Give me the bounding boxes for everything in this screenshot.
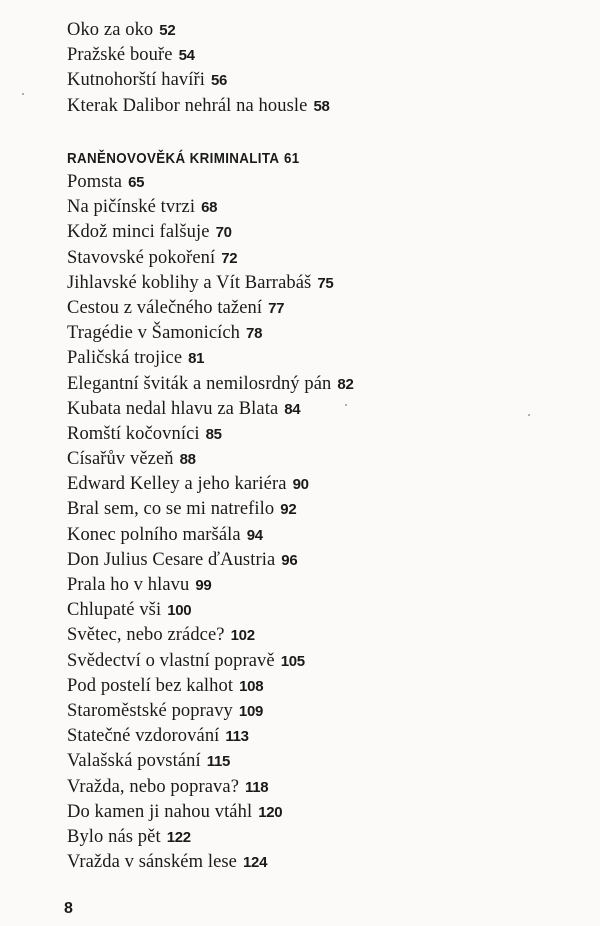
toc-entry-title: Prala ho v hlavu [67,575,190,595]
toc-entry-title: Kterak Dalibor nehrál na housle [67,95,308,116]
section-heading-page: 61 [283,151,300,167]
toc-entry [67,195,567,220]
toc-entry-title: Světec, nebo zrádce? [67,625,225,646]
toc-entry-page-number: 70 [215,224,232,242]
toc-entry-page-number: 115 [206,753,231,771]
toc-entry [67,573,567,598]
toc-entry [67,724,567,749]
toc-entry-page-number: 52 [159,22,176,39]
toc-entry-title: Valašská povstání [67,751,201,772]
toc-entry-page-number: 75 [317,274,334,292]
toc-entry-title: Edward Kelley a jeho kariéra [67,474,287,495]
toc-entry-page-number: 100 [167,602,192,620]
toc-entry-page-number: 65 [128,174,145,191]
toc-entry [67,170,567,195]
toc-entry-page-number: 77 [268,299,285,317]
toc-list-section [67,170,567,875]
toc-entry [67,220,567,245]
toc-entry-page-number: 113 [225,728,249,746]
toc-entry-title: Tragédie v Šamonicích [67,323,241,344]
toc-entry-title: Pražské bouře [67,45,173,66]
toc-entry-page-number: 54 [178,47,195,65]
toc-entry-title: Elegantní šviták a nemilosrdný pán [67,373,332,394]
toc-entry-page-number: 84 [284,400,301,418]
toc-entry [67,699,567,724]
toc-entry-title: Pomsta [67,172,123,192]
toc-entry-page-number: 85 [205,425,222,443]
toc-entry [67,18,567,43]
toc-entry-page-number: 72 [221,249,238,267]
toc-entry-page-number: 81 [188,350,205,368]
toc-entry-page-number: 96 [281,551,298,569]
toc-entry [67,523,567,548]
toc-entry-title: Svědectví o vlastní popravě [67,650,275,671]
toc-entry [67,94,567,119]
toc-entry-page-number: 78 [246,325,263,343]
toc-entry [67,497,567,522]
toc-entry-title: Staroměstské popravy [67,700,233,721]
toc-entry [67,321,567,346]
toc-entry-title: Konec polního maršála [67,524,241,545]
toc-entry-page-number: 105 [280,652,305,670]
toc-entry [67,623,567,648]
toc-entry-title: Pod postelí bez kalhot [67,675,234,696]
toc-entry [67,674,567,699]
toc-entry [67,271,567,296]
toc-entry-title: Oko za oko [67,20,154,40]
toc-entry [67,649,567,674]
toc-entry-page-number: 58 [313,97,330,115]
paper-speck [345,404,347,406]
toc-entry [67,422,567,447]
toc-entry-title: Jihlavské koblihy a Vít Barrabáš [67,272,312,293]
toc-entry [67,825,567,850]
toc-entry-page-number: 94 [246,526,263,544]
toc-entry-title: Statečné vzdorování [67,726,220,747]
toc-entry-title: Cestou z válečného tažení [67,297,263,318]
toc-entry [67,372,567,397]
toc-entry-page-number: 56 [210,72,228,90]
toc-entry [67,397,567,422]
toc-entry-title: Císařův vězeň [67,449,174,470]
toc-entry [67,775,567,800]
toc-entry-page-number: 88 [179,451,196,469]
toc-entry-page-number: 108 [239,677,264,695]
toc-entry-title: Vražda v sánském lese [67,852,237,873]
toc-entry-page-number: 90 [292,476,309,494]
toc-entry-page-number: 102 [230,627,255,645]
toc-entry [67,43,567,68]
toc-entry-page-number: 99 [195,577,212,594]
toc-entry-title: Bylo nás pět [67,826,161,847]
toc-entry-title: Kdož minci falšuje [67,222,210,243]
toc-entry-title: Stavovské pokoření [67,247,216,268]
toc-entry [67,68,567,93]
toc-entry-page-number: 124 [243,854,268,872]
toc-entry [67,598,567,623]
toc-entry [67,749,567,774]
toc-entry-title: Romští kočovníci [67,423,200,444]
toc-entry-title: Chlupaté vši [67,600,162,621]
toc-entry-title: Do kamen ji nahou vtáhl [67,801,253,822]
page-number: 8 [64,900,73,917]
toc-entry-page-number: 118 [245,778,269,796]
toc-entry-title: Vražda, nebo poprava? [67,776,240,797]
paper-speck [528,414,530,416]
toc-entry-title: Don Julius Cesare ďAustria [67,549,276,570]
toc-list-previous-section [67,18,567,119]
toc-entry-title: Bral sem, co se mi natrefilo [67,499,275,520]
toc-entry [67,246,567,271]
toc-entry-page-number: 120 [258,803,283,821]
section-heading-title: RANĚNOVOVĚKÁ KRIMINALITA [67,151,280,167]
section-heading [67,147,300,172]
toc-entry [67,548,567,573]
toc-entry-page-number: 122 [166,828,191,846]
toc-entry-title: Na pičínské tvrzi [67,197,196,218]
toc-entry-title: Kutnohorští havíři [67,70,205,91]
toc-entry-page-number: 82 [337,375,354,393]
toc-entry-title: Kubata nedal hlavu za Blata [67,398,279,419]
toc-entry-page-number: 68 [201,199,218,217]
toc-entry-page-number: 92 [280,501,297,519]
toc-entry [67,447,567,472]
toc-entry [67,800,567,825]
toc-entry [67,296,567,321]
toc-entry [67,850,567,875]
toc-entry [67,346,567,371]
paper-speck [22,93,24,95]
toc-entry-page-number: 109 [238,702,264,720]
toc-entry-title: Paličská trojice [67,348,183,369]
toc-entry [67,472,567,497]
